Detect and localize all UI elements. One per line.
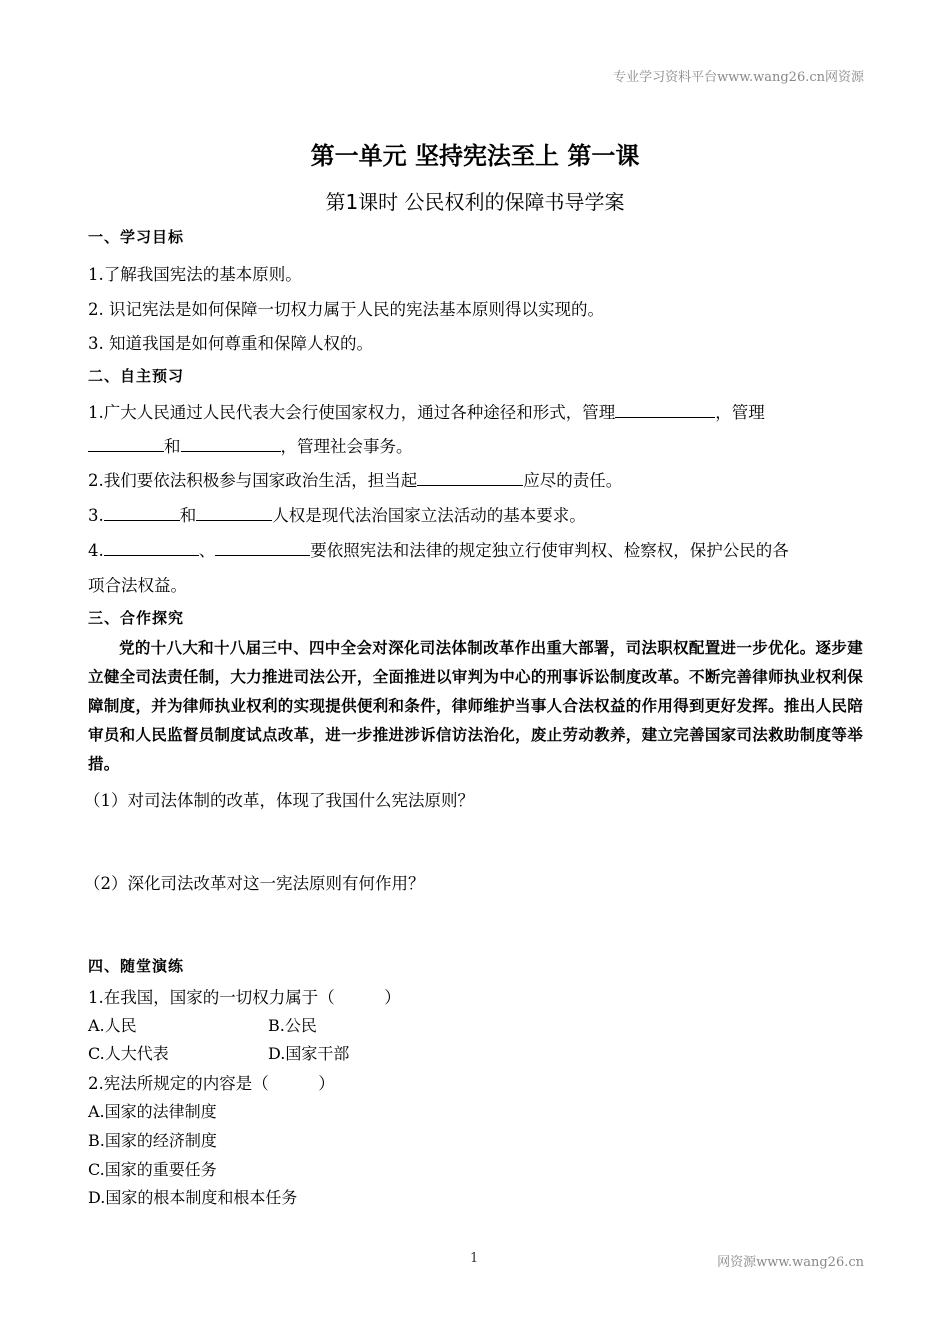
goal-item: 2. 识记宪法是如何保障一切权力属于人民的宪法基本原则得以实现的。 (88, 300, 604, 319)
fill-blank[interactable] (88, 436, 164, 452)
preview-q3: 3. 和 人权是现代法治国家立法活动的基本要求。 (88, 506, 586, 525)
fill-blank[interactable] (104, 540, 199, 556)
option-d: D.国家的根本制度和根本任务 (88, 1188, 298, 1207)
preview-q4-line1: 4. 、 要依照宪法和法律的规定独立行使审判权、检察权，保护公民的各 (88, 541, 789, 560)
practice-question-1: 1.在我国，国家的一切权力属于（ ） (88, 988, 401, 1007)
footer-source: 网资源www.wang26.cn (717, 1255, 864, 1270)
option-a: A.人民 (88, 1016, 137, 1035)
fill-blank[interactable] (615, 402, 715, 418)
option-c: C.国家的重要任务 (88, 1160, 217, 1179)
goal-item: 3. 知道我国是如何尊重和保障人权的。 (88, 334, 373, 353)
preview-q4-line2: 项合法权益。 (88, 576, 187, 595)
header-source: 专业学习资料平台www.wang26.cn网资源 (613, 70, 864, 85)
practice-question-2: 2.宪法所规定的内容是（ ） (88, 1074, 335, 1093)
section-heading-preview: 二、自主预习 (88, 367, 185, 385)
preview-q1-line1: 1.广大人民通过人民代表大会行使国家权力，通过各种途径和形式，管理 ，管理 (88, 403, 765, 422)
section-heading-explore: 三、合作探究 (88, 609, 185, 627)
preview-q2: 2.我们要依法积极参与国家政治生活，担当起 应尽的责任。 (88, 471, 623, 490)
section-heading-goals: 一、学习目标 (88, 228, 185, 246)
page-title: 第一单元 坚持宪法至上 第一课 (310, 142, 640, 170)
explore-question-1: （1）对司法体制的改革，体现了我国什么宪法原则？ (84, 791, 474, 810)
fill-blank[interactable] (196, 505, 272, 521)
option-b: B.公民 (268, 1016, 317, 1035)
explore-paragraph: 党的十八大和十八届三中、四中全会对深化司法体制改革作出重大部署，司法职权配置进一步优化。逐步建立健全司法责任制，大力推进司法公开，全面推进以审判为中心的刑事诉讼制度改革。不断完善律师执业权利保障制度，并为律师执业权利的实现提供便利和条件，律师维护当事人合法权益的作用得到更好发挥。推出人民陪审员和人民监督员制度试点改革，进一步推进涉诉信访法治化，废止劳动教养，建立完善国家司法救助制度等举措。 (88, 638, 863, 773)
fill-blank[interactable] (417, 470, 523, 486)
option-d: D.国家干部 (268, 1044, 350, 1063)
option-a: A.国家的法律制度 (88, 1102, 217, 1121)
option-b: B.国家的经济制度 (88, 1131, 217, 1150)
page-number: 1 (470, 1251, 479, 1266)
fill-blank[interactable] (215, 540, 310, 556)
goal-item: 1.了解我国宪法的基本原则。 (88, 265, 302, 284)
fill-blank[interactable] (104, 505, 180, 521)
explore-question-2: （2）深化司法改革对这一宪法原则有何作用？ (84, 874, 425, 893)
preview-q1-line2: 和 ，管理社会事务。 (88, 433, 413, 457)
fill-blank[interactable] (181, 436, 281, 452)
section-heading-practice: 四、随堂演练 (88, 957, 185, 975)
option-c: C.人大代表 (88, 1044, 169, 1063)
page-subtitle: 第1课时 公民权利的保障书导学案 (325, 190, 625, 214)
